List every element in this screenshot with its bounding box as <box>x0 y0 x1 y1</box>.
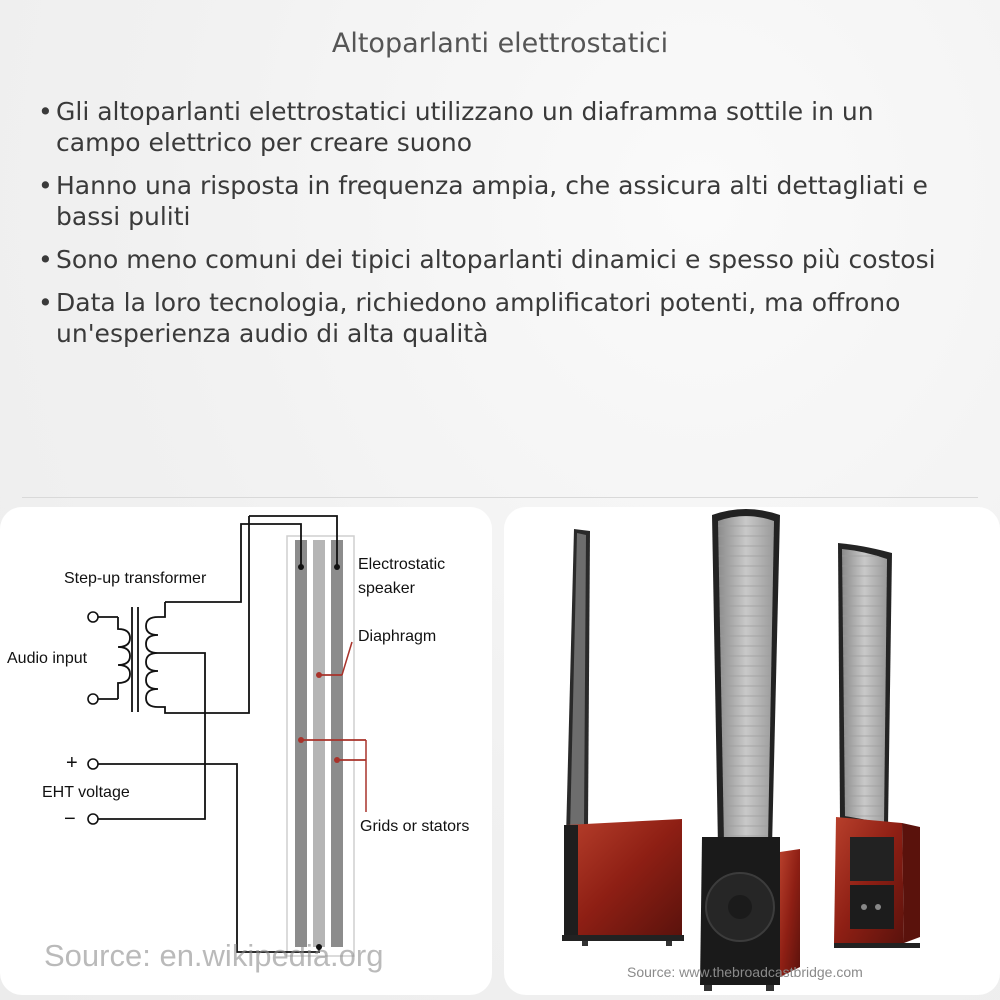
diaphragm-strip <box>313 540 325 947</box>
label-speaker: speaker <box>358 580 415 597</box>
primary-coil <box>118 617 130 699</box>
electrostatic-diagram <box>0 507 492 995</box>
grid-terminal-left <box>298 737 304 743</box>
secondary-top-lead <box>158 602 165 617</box>
speaker-left <box>562 529 684 946</box>
label-minus: − <box>64 808 76 830</box>
bullet-item: • Gli altoparlanti elettrostatici utilizzano un diaframma sottile in un campo elettrico per creare suono <box>36 96 966 158</box>
secondary-bottom-lead <box>158 610 249 713</box>
center-tap-wire <box>158 653 205 807</box>
diaphragm-terminal <box>316 672 322 678</box>
eht-terminal-plus <box>88 759 98 769</box>
eht-minus-wire <box>98 807 205 819</box>
bullet-item: • Hanno una risposta in frequenza ampia, che assicura alti dettagliati e bassi puliti <box>36 170 966 232</box>
stator-right-terminal <box>334 564 340 570</box>
diagram-source-caption: Source: en.wikipedia.org <box>44 938 384 973</box>
diaphragm-pointer <box>342 642 352 675</box>
photo-panel <box>504 507 1000 995</box>
audio-terminal-bottom <box>88 694 98 704</box>
label-eht-voltage: EHT voltage <box>42 784 130 801</box>
section-divider <box>22 497 978 498</box>
page-title: Altoparlanti elettrostatici <box>331 28 669 59</box>
stator-left <box>295 540 307 947</box>
label-audio-input: Audio input <box>7 650 88 667</box>
label-transformer: Step-up transformer <box>64 570 207 587</box>
wire-top-left <box>165 524 301 602</box>
speakers-illustration <box>504 507 1000 995</box>
stator-right <box>331 540 343 947</box>
bullet-item: • Sono meno comuni dei tipici altoparlanti dinamici e spesso più costosi <box>36 244 966 275</box>
eht-terminal-minus <box>88 814 98 824</box>
label-grids: Grids or stators <box>360 818 470 835</box>
bullet-list <box>36 96 966 361</box>
speaker-center <box>700 509 800 991</box>
label-plus: + <box>66 752 78 774</box>
eht-plus-wire <box>98 764 319 952</box>
secondary-coil <box>146 617 158 707</box>
audio-terminal-top <box>88 612 98 622</box>
grid-terminal-right <box>334 757 340 763</box>
label-electrostatic: Electrostatic <box>358 556 446 573</box>
label-diaphragm: Diaphragm <box>358 628 437 645</box>
stator-left-terminal <box>298 564 304 570</box>
photo-source-caption: Source: www.thebroadcastbridge.com <box>627 964 863 980</box>
diagram-panel <box>0 507 492 995</box>
speaker-right <box>834 543 920 948</box>
bullet-item: • Data la loro tecnologia, richiedono amplificatori potenti, ma offrono un'esperienza audio di alta qualità <box>36 287 966 349</box>
